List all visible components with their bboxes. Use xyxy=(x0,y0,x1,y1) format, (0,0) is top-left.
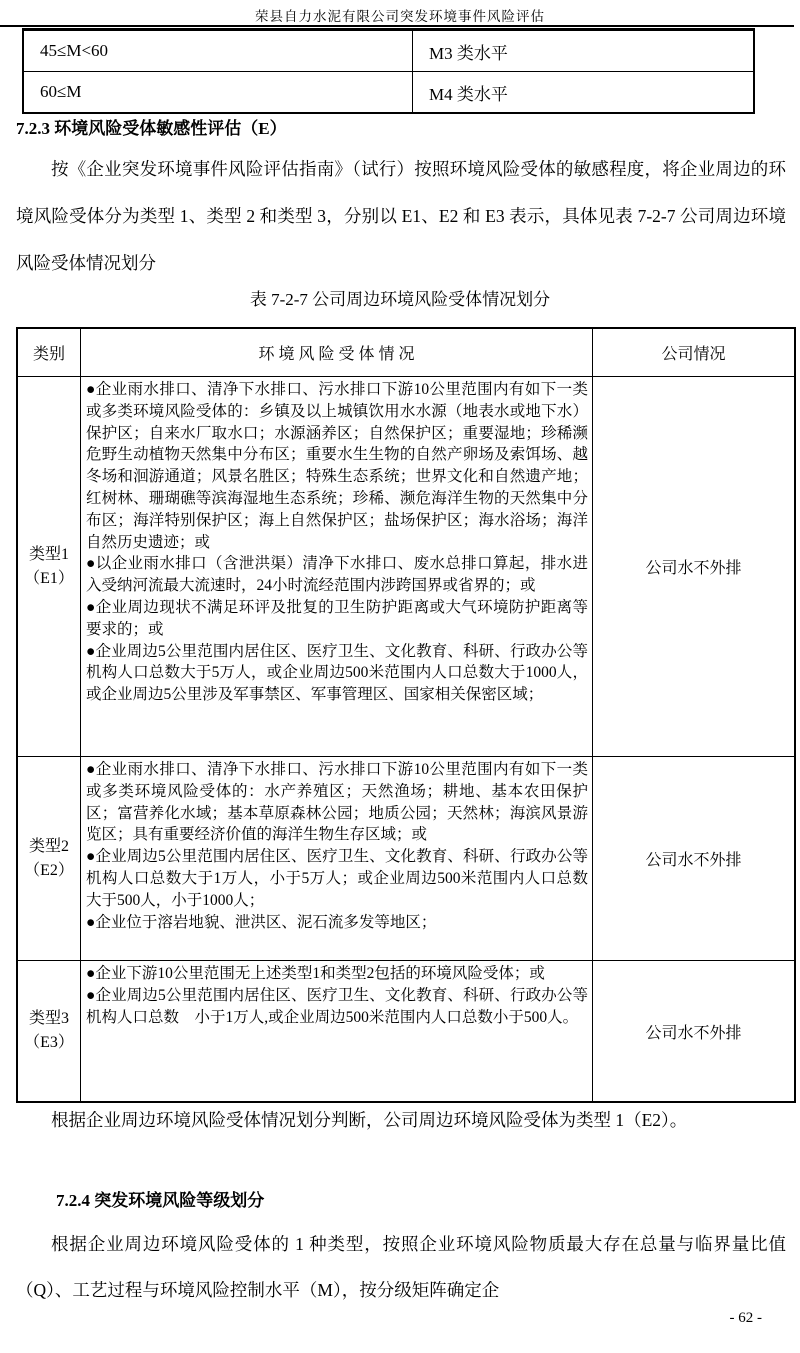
column-header-category: 类别 xyxy=(17,328,81,377)
category-code: （E3） xyxy=(24,1034,74,1051)
receptor-situation-cell xyxy=(81,377,593,757)
receptor-situation-content xyxy=(86,963,588,1099)
category-cell xyxy=(17,961,81,1103)
company-situation-cell: 公司水不外排 xyxy=(593,377,796,757)
table-caption: 表 7-2-7 公司周边环境风险受体情况划分 xyxy=(249,290,551,309)
category-code: （E1） xyxy=(24,569,74,587)
column-header-company-situation: 公司情况 xyxy=(593,328,796,377)
section-paragraph-724: 根据企业周边环境风险受体的 1 种类型，按照企业环境风险物质最大存在总量与临界量比值（Q）、工艺过程与环境风险控制水平（M），按分级矩阵确定企 xyxy=(16,1234,786,1300)
bullet-item: ●企业雨水排口、清净下水排口、污水排口下游10公里范围内有如下一类或多类环境风险受体的：水产养殖区；天然渔场；耕地、基本农田保护区；富营养化水域；基本草原森林公园；地质公园；天然林；海滨风景游览区；具有重要经济价值的海洋生物生存区域；或 xyxy=(86,761,588,844)
m-level-table xyxy=(22,28,755,114)
conclusion-paragraph: 根据企业周边环境风险受体情况划分判断，公司周边环境风险受体为类型 1（E2）。 xyxy=(51,1110,688,1130)
receptor-situation-content xyxy=(86,759,588,958)
category-label: 类型2 xyxy=(28,837,69,855)
receptor-situation-cell xyxy=(81,961,593,1103)
category-cell xyxy=(17,377,81,757)
category-code: （E2） xyxy=(24,861,74,879)
m-condition-cell: 60≤M xyxy=(23,72,413,114)
bullet-item: ●企业位于溶岩地貌、泄洪区、泥石流多发等地区； xyxy=(86,913,437,931)
table-row xyxy=(23,72,754,114)
company-situation-cell: 公司水不外排 xyxy=(593,961,796,1103)
table-row-type2 xyxy=(17,757,795,961)
category-cell xyxy=(17,757,81,961)
m-condition-cell: 45≤M<60 xyxy=(23,30,413,72)
section-heading-724: 7.2.4 突发环境风险等级划分 xyxy=(56,1191,265,1210)
header-rule xyxy=(0,25,794,27)
column-header-receptor-situation: 环 境 风 险 受 体 情 况 xyxy=(81,328,593,377)
table-header-row xyxy=(17,328,795,377)
receptor-situation-content xyxy=(86,379,588,754)
bullet-item: ●企业周边5公里范围内居住区、医疗卫生、文化教育、科研、行政办公等机构人口总数大于5万人，或企业周边500米范围内人口总数大于1000人，或企业周边5公里涉及军事禁区、军事管理区、国家相关保密区域； xyxy=(86,642,588,704)
category-label: 类型3 xyxy=(28,1010,69,1027)
bullet-item: ●以企业雨水排口（含泄洪渠）清净下水排口、废水总排口算起，排水进入受纳河流最大流速时，24小时流经范围内涉跨国界或省界的；或 xyxy=(86,555,588,595)
bullet-item: ●企业下游10公里范围无上述类型1和类型2包括的环境风险受体；或 xyxy=(86,965,545,982)
bullet-item: ●企业周边5公里范围内居住区、医疗卫生、文化教育、科研、行政办公等机构人口总数 小于1万人,或企业周边500米范围内人口总数小于500人。 xyxy=(86,986,588,1026)
category-label: 类型1 xyxy=(28,545,69,563)
page-header-title: 荣县自力水泥有限公司突发环境事件风险评估 xyxy=(255,9,545,24)
m-level-cell: M3 类水平 xyxy=(413,30,755,72)
table-row-type3 xyxy=(17,961,795,1103)
table-row-type1 xyxy=(17,377,795,757)
section-heading-723: 7.2.3 环境风险受体敏感性评估（E） xyxy=(16,119,287,138)
table-row xyxy=(23,30,754,72)
section-paragraph-723: 按《企业突发环境事件风险评估指南》（试行）按照环境风险受体的敏感程度，将企业周边的环境风险受体分为类型 1、类型 2 和类型 3，分别以 E1、E2 和 E3 表示，具体见表 7-2-7 公司周边环境风险受体情况划分 xyxy=(16,159,786,273)
m-level-cell: M4 类水平 xyxy=(413,72,755,114)
bullet-item: ●企业雨水排口、清净下水排口、污水排口下游10公里范围内有如下一类或多类环境风险受体的：乡镇及以上城镇饮用水水源（地表水或地下水）保护区；自来水厂取水口；水源涵养区；自然保护区；重要湿地；珍稀濒危野生动植物天然集中分布区；重要水生生物的自然产卵场及索饵场、越冬场和洄游通道；风景名胜区；特殊生态系统；世界文化和自然遗产地；红树林、珊瑚礁等滨海湿地生态系统；珍稀、濒危海洋生物的天然集中分布区；海洋特别保护区；海上自然保护区；盐场保护区；海水浴场；海洋自然历史遗迹；或 xyxy=(86,381,588,551)
company-situation-cell: 公司水不外排 xyxy=(593,757,796,961)
page-number: - 62 - xyxy=(729,1310,762,1326)
receptor-situation-cell xyxy=(81,757,593,961)
bullet-item: ●企业周边现状不满足环评及批复的卫生防护距离或大气环境防护距离等要求的；或 xyxy=(86,598,588,638)
receptor-table xyxy=(16,327,796,1103)
bullet-item: ●企业周边5公里范围内居住区、医疗卫生、文化教育、科研、行政办公等机构人口总数大于1万人，小于5万人；或企业周边500米范围内人口总数大于500人，小于1000人； xyxy=(86,848,588,909)
